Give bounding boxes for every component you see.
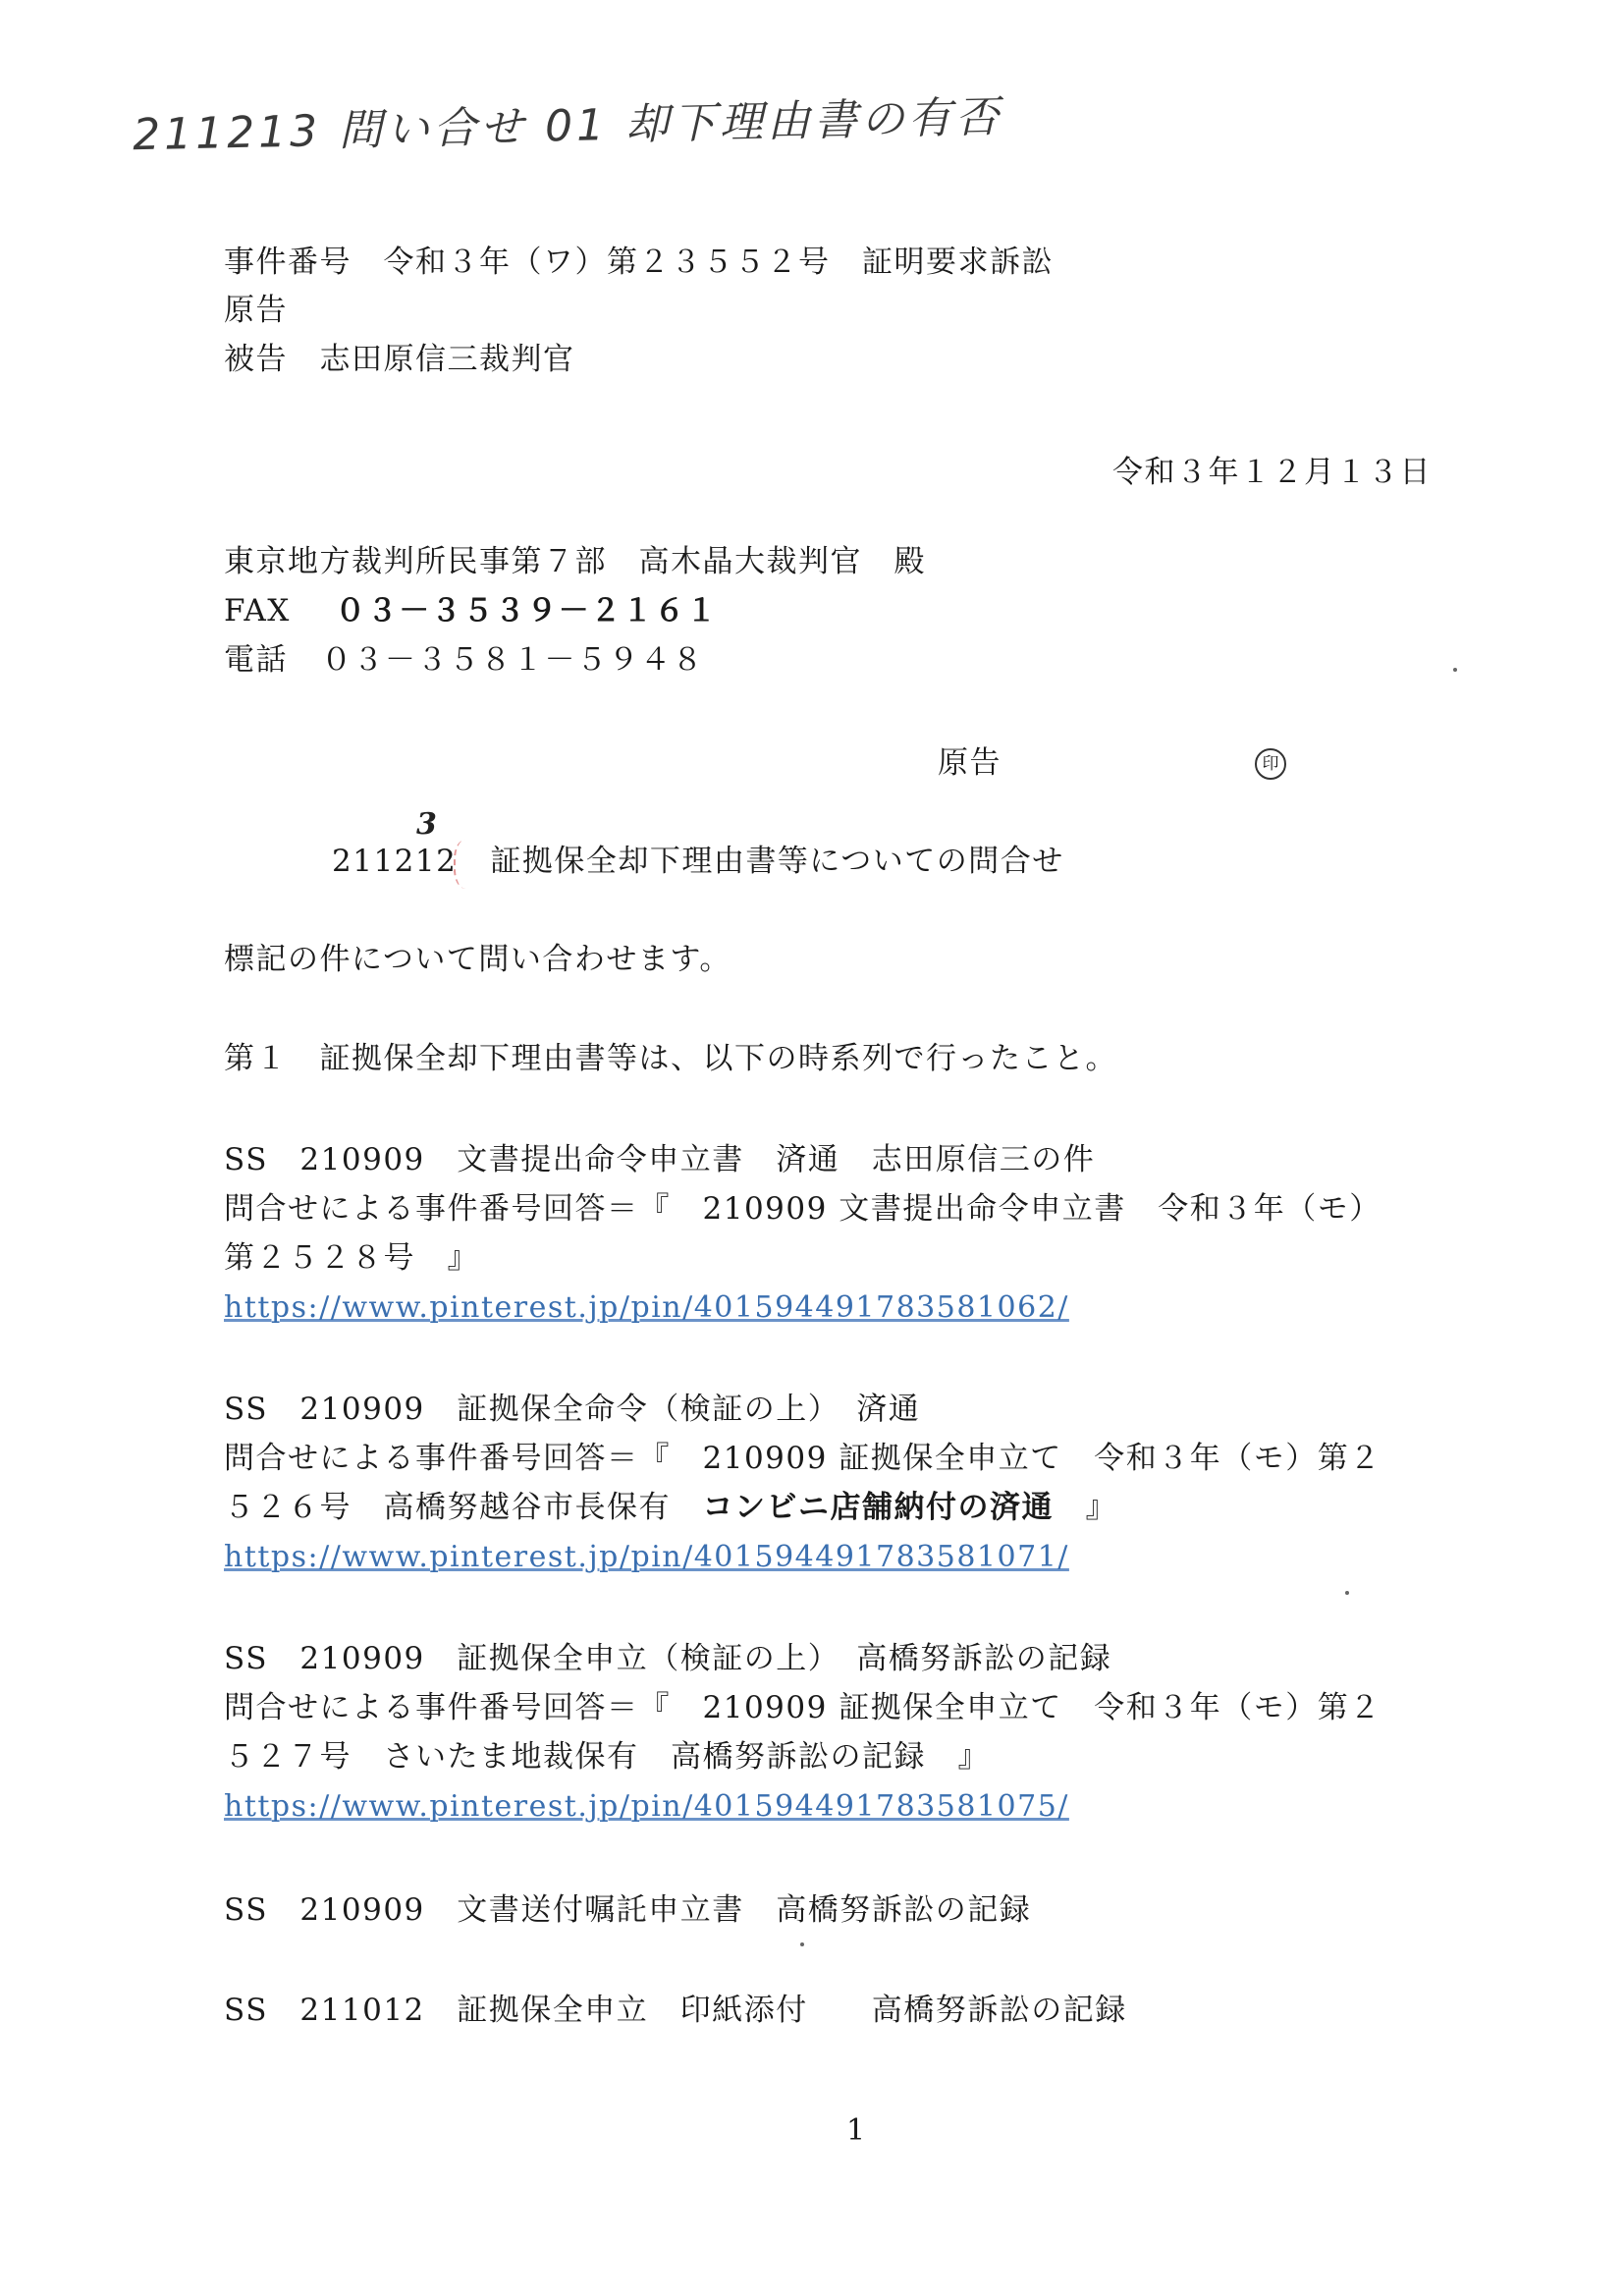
scan-speck bbox=[1345, 1591, 1349, 1595]
title-number: 211212 bbox=[332, 844, 458, 879]
entry-2-line-3-pre: ５２６号 高橋努越谷市長保有 bbox=[224, 1490, 703, 1525]
entry-1-line-1: SS 210909 文書提出命令申立書 済通 志田原信三の件 bbox=[224, 1142, 1096, 1177]
handwritten-correction: 3 bbox=[416, 807, 437, 842]
title-text: 証拠保全却下理由書等についての問合せ bbox=[490, 844, 1064, 879]
entry-2-line-3-bold: コンビニ店舗納付の済通 bbox=[702, 1490, 1054, 1525]
entry-3-line-3: ５２７号 さいたま地裁保有 高橋努訴訟の記録 』 bbox=[224, 1739, 990, 1775]
phone-number: ０３－３５８１－５９４８ bbox=[321, 642, 705, 678]
entry-2-line-1: SS 210909 証拠保全命令（検証の上） 済通 bbox=[224, 1392, 921, 1427]
phone-label: 電話 bbox=[224, 642, 288, 678]
entry-3-line-1: SS 210909 証拠保全申立（検証の上） 高橋努訴訟の記録 bbox=[224, 1641, 1112, 1676]
entry-2-line-3 bbox=[224, 1490, 1117, 1525]
section-1-heading: 第１ 証拠保全却下理由書等は、以下の時系列で行ったこと。 bbox=[224, 1041, 1117, 1076]
scan-speck bbox=[800, 1942, 804, 1946]
entry-1-line-3: 第２５２８号 』 bbox=[224, 1240, 479, 1276]
fax-line bbox=[224, 593, 719, 629]
entry-2-line-3-post: 』 bbox=[1054, 1490, 1117, 1525]
seal-mark: 印 bbox=[1255, 748, 1286, 780]
scan-speck bbox=[1453, 668, 1457, 672]
entry-4-line-1: SS 210909 文書送付嘱託申立書 高橋努訴訟の記録 bbox=[224, 1892, 1032, 1928]
plaintiff-label: 原告 bbox=[224, 293, 288, 328]
court-recipient-line: 東京地方裁判所民事第７部 高木晶大裁判官 殿 bbox=[224, 544, 926, 579]
fax-label: FAX bbox=[224, 593, 291, 629]
document-title bbox=[332, 844, 1064, 879]
page-number: 1 bbox=[846, 2113, 866, 2148]
entry-3-line-2: 問合せによる事件番号回答＝『 210909 証拠保全申立て 令和３年（モ）第２ bbox=[224, 1690, 1381, 1725]
fax-number: ０３－３５３９－２１６１ bbox=[335, 593, 719, 629]
entry-5-line-1: SS 211012 証拠保全申立 印紙添付 高橋努訴訟の記録 bbox=[224, 1993, 1127, 2028]
intro-text: 標記の件について問い合わせます。 bbox=[224, 942, 731, 977]
case-number-line: 事件番号 令和３年（ワ）第２３５５２号 証明要求訴訟 bbox=[224, 245, 1054, 280]
entry-3-link[interactable]: https://www.pinterest.jp/pin/401594491783581075/ bbox=[224, 1789, 1069, 1824]
entry-2-link[interactable]: https://www.pinterest.jp/pin/401594491783581071/ bbox=[224, 1540, 1069, 1574]
entry-2-line-2: 問合せによる事件番号回答＝『 210909 証拠保全申立て 令和３年（モ）第２ bbox=[224, 1441, 1381, 1476]
defendant-line: 被告 志田原信三裁判官 bbox=[224, 342, 575, 377]
sender-label: 原告 bbox=[938, 745, 1001, 781]
handwritten-note: 211213 問い合せ 01 却下理由書の有否 bbox=[132, 91, 1003, 161]
phone-line bbox=[224, 642, 705, 678]
document-date: 令和３年１２月１３日 bbox=[1112, 455, 1432, 490]
entry-1-link[interactable]: https://www.pinterest.jp/pin/401594491783581062/ bbox=[224, 1290, 1069, 1325]
entry-1-line-2: 問合せによる事件番号回答＝『 210909 文書提出命令申立書 令和３年（モ） bbox=[224, 1191, 1381, 1227]
